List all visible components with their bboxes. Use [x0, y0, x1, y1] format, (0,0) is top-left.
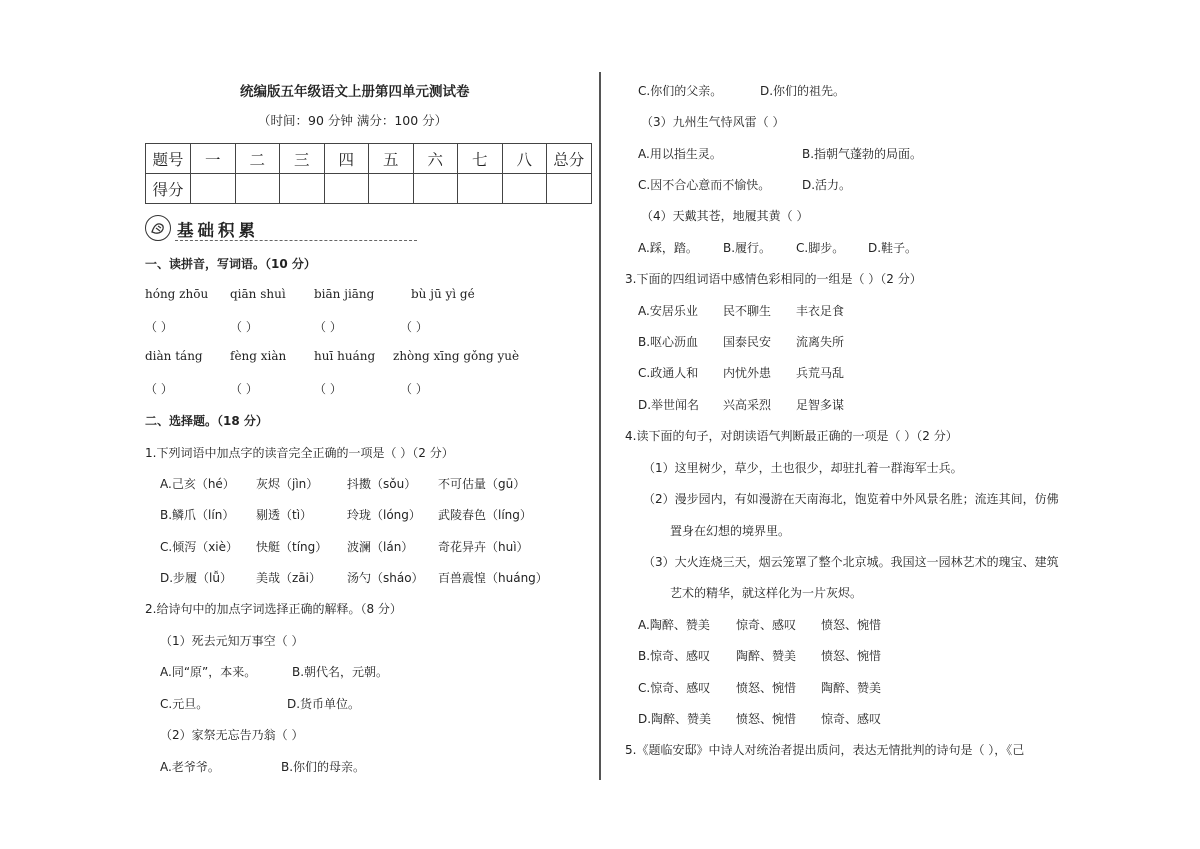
- option-word: 陶醉、赞美: [821, 681, 882, 695]
- option[interactable]: A.己亥（hé）: [160, 477, 235, 491]
- option-word: 愤怒、惋惜: [736, 681, 797, 695]
- sentence: （2）漫步园内，有如漫游在天南海北，饱览着中外风景名胜；流连其间，仿佛: [643, 492, 1059, 506]
- answer-blank[interactable]: （ ）: [400, 382, 428, 396]
- score-input-cell[interactable]: [458, 174, 503, 204]
- question-stem: 2.给诗句中的加点字词选择正确的解释。（8 分）: [145, 602, 402, 616]
- score-cell: 八: [502, 144, 547, 174]
- option[interactable]: D.活力。: [802, 178, 852, 192]
- sub-question: （4）天戴其苍，地履其黄（ ）: [641, 209, 809, 223]
- pinyin: bù jū yì gé: [411, 287, 475, 301]
- option[interactable]: B.鳞爪（lín）: [160, 508, 235, 522]
- option[interactable]: A.老爷爷。: [160, 760, 220, 774]
- answer-blank[interactable]: （ ）: [314, 382, 342, 396]
- option[interactable]: D.举世闻名: [638, 398, 700, 412]
- section-logo-icon: [145, 215, 171, 241]
- option[interactable]: C.你们的父亲。: [638, 84, 723, 98]
- option-word: 汤勺（sháo）: [347, 571, 424, 585]
- sub-question: （3）九州生气恃风雷（ ）: [641, 115, 785, 129]
- score-cell: 一: [191, 144, 236, 174]
- question-heading: 一、读拼音，写词语。（10 分）: [145, 257, 316, 271]
- score-cell: 六: [413, 144, 458, 174]
- option-word: 内忧外患: [723, 366, 772, 380]
- column-divider: [599, 72, 601, 780]
- score-table-header-row: [146, 144, 592, 174]
- option[interactable]: D.陶醉、赞美: [638, 712, 712, 726]
- sub-question: （1）死去元知万事空（ ）: [160, 634, 304, 648]
- option-word: 波澜（lán）: [347, 540, 414, 554]
- option[interactable]: B.朝代名，元朝。: [292, 665, 389, 679]
- pinyin: zhòng xīng gǒng yuè: [393, 349, 520, 363]
- option[interactable]: B.惊奇、感叹: [638, 649, 711, 663]
- score-cell: 四: [324, 144, 369, 174]
- option-word: 武陵春色（líng）: [438, 508, 532, 522]
- pinyin: biān jiāng: [314, 287, 375, 301]
- option[interactable]: B.指朝气蓬勃的局面。: [802, 147, 923, 161]
- question-heading: 二、选择题。（18 分）: [145, 414, 268, 428]
- question-stem: 5.《题临安邸》中诗人对统治者提出质问，表达无情批判的诗句是（ ），《己: [625, 743, 1025, 757]
- score-cell-total: 总分: [547, 144, 592, 174]
- sentence: （3）大火连烧三天，烟云笼罩了整个北京城。我国这一园林艺术的瑰宝、建筑: [643, 555, 1059, 569]
- option[interactable]: B.你们的母亲。: [281, 760, 366, 774]
- option[interactable]: D.鞋子。: [868, 241, 918, 255]
- pinyin: diàn táng: [145, 349, 203, 363]
- score-cell: 三: [280, 144, 325, 174]
- option-word: 丰衣足食: [796, 304, 845, 318]
- score-table-score-row: [146, 174, 592, 204]
- question-stem: 4.读下面的句子，对朗读语气判断最正确的一项是（ ）（2 分）: [625, 429, 958, 443]
- option-word: 美哉（zāi）: [256, 571, 321, 585]
- option[interactable]: C.惊奇、感叹: [638, 681, 711, 695]
- option[interactable]: D.你们的祖先。: [760, 84, 846, 98]
- option[interactable]: C.倾泻（xiè）: [160, 540, 239, 554]
- section-title: 基础积累: [177, 221, 259, 240]
- pinyin: huī huáng: [314, 349, 376, 363]
- option-word: 快艇（tíng）: [256, 540, 328, 554]
- option-word: 奇花异卉（huì）: [438, 540, 529, 554]
- option[interactable]: A.同“原”，本来。: [160, 665, 257, 679]
- question-stem: 3.下面的四组词语中感情色彩相同的一组是（ ）（2 分）: [625, 272, 922, 286]
- score-table: [145, 143, 592, 204]
- score-input-cell[interactable]: [280, 174, 325, 204]
- option[interactable]: A.陶醉、赞美: [638, 618, 710, 632]
- option-word: 抖擞（sǒu）: [347, 477, 417, 491]
- answer-blank[interactable]: （ ）: [314, 320, 342, 334]
- pinyin: qiān shuì: [230, 287, 286, 301]
- score-input-cell[interactable]: [369, 174, 414, 204]
- score-input-cell[interactable]: [502, 174, 547, 204]
- score-cell: 七: [458, 144, 503, 174]
- answer-blank[interactable]: （ ）: [145, 320, 173, 334]
- score-input-cell[interactable]: [324, 174, 369, 204]
- option[interactable]: B.呕心沥血: [638, 335, 699, 349]
- sentence: 艺术的精华，就这样化为一片灰烬。: [670, 586, 863, 600]
- option[interactable]: C.脚步。: [796, 241, 845, 255]
- sentence: （1）这里树少，草少，土也很少，却驻扎着一群海军士兵。: [643, 461, 963, 475]
- option[interactable]: A.安居乐业: [638, 304, 698, 318]
- option[interactable]: B.履行。: [723, 241, 772, 255]
- option-word: 兵荒马乱: [796, 366, 845, 380]
- score-row-label: 得分: [146, 174, 191, 204]
- option-word: 玲珑（lóng）: [347, 508, 421, 522]
- sub-question: （2）家祭无忘告乃翁（ ）: [160, 728, 304, 742]
- answer-blank[interactable]: （ ）: [400, 320, 428, 334]
- option-word: 愤怒、惋惜: [736, 712, 797, 726]
- option-word: 愤怒、惋惜: [821, 618, 882, 632]
- answer-blank[interactable]: （ ）: [145, 382, 173, 396]
- option-word: 不可估量（gū）: [438, 477, 526, 491]
- option[interactable]: C.元旦。: [160, 697, 209, 711]
- score-input-cell[interactable]: [191, 174, 236, 204]
- option[interactable]: D.货币单位。: [287, 697, 361, 711]
- sentence: 置身在幻想的境界里。: [670, 524, 791, 538]
- option-word: 国泰民安: [723, 335, 772, 349]
- score-cell-label: 题号: [146, 144, 191, 174]
- score-input-cell[interactable]: [547, 174, 592, 204]
- score-cell: 二: [235, 144, 280, 174]
- option-word: 百兽震惶（huáng）: [438, 571, 548, 585]
- option[interactable]: C.因不合心意而不愉快。: [638, 178, 771, 192]
- option-word: 陶醉、赞美: [736, 649, 797, 663]
- option[interactable]: A.用以指生灵。: [638, 147, 722, 161]
- option[interactable]: D.步履（lǚ）: [160, 571, 232, 585]
- answer-blank[interactable]: （ ）: [230, 382, 258, 396]
- option-word: 惊奇、感叹: [736, 618, 797, 632]
- score-input-cell[interactable]: [413, 174, 458, 204]
- option[interactable]: C.政通人和: [638, 366, 699, 380]
- score-input-cell[interactable]: [235, 174, 280, 204]
- option-word: 灰烬（jìn）: [256, 477, 319, 491]
- option-word: 民不聊生: [723, 304, 772, 318]
- exam-info: （时间：90 分钟 满分：100 分）: [258, 113, 448, 128]
- pinyin: fèng xiàn: [230, 349, 287, 363]
- section-underline: [175, 240, 417, 241]
- option-word: 惊奇、感叹: [821, 712, 882, 726]
- option-word: 足智多谋: [796, 398, 845, 412]
- option[interactable]: A.踩，踏。: [638, 241, 698, 255]
- score-cell: 五: [369, 144, 414, 174]
- question-stem: 1.下列词语中加点字的读音完全正确的一项是（ ）（2 分）: [145, 446, 454, 460]
- pinyin: hóng zhōu: [145, 287, 209, 301]
- option-word: 剔透（tì）: [256, 508, 313, 522]
- option-word: 流离失所: [796, 335, 845, 349]
- page-title: 统编版五年级语文上册第四单元测试卷: [240, 84, 470, 100]
- option-word: 兴高采烈: [723, 398, 772, 412]
- option-word: 愤怒、惋惜: [821, 649, 882, 663]
- answer-blank[interactable]: （ ）: [230, 320, 258, 334]
